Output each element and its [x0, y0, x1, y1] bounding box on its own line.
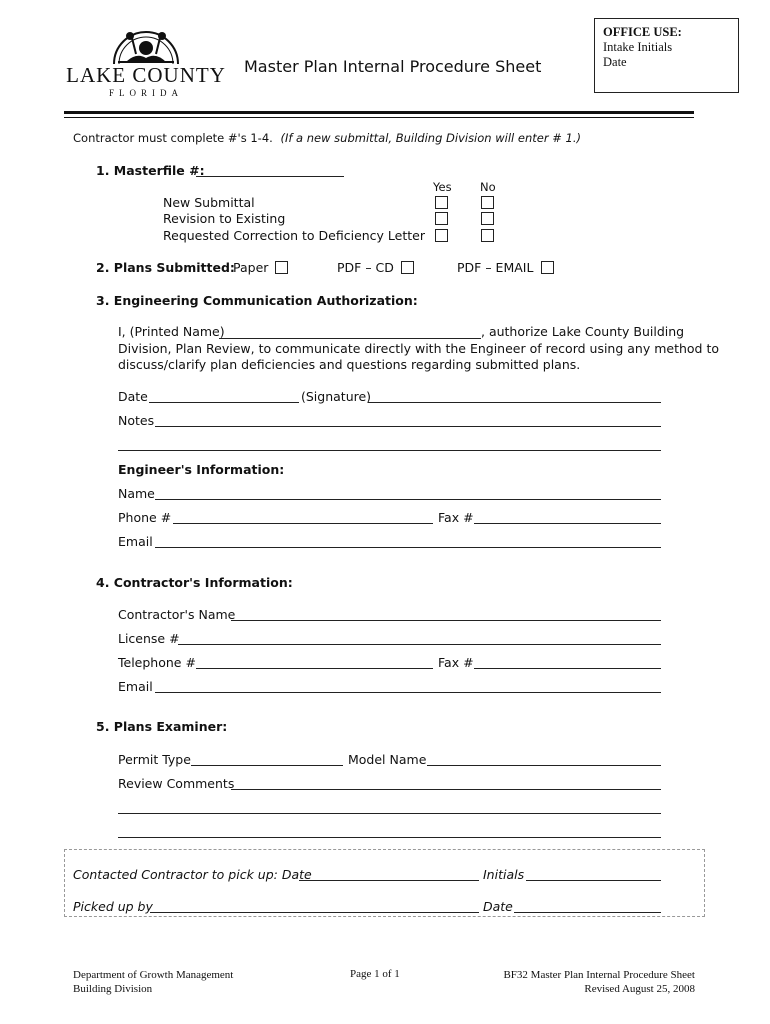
footer-form: BF32 Master Plan Internal Procedure Sheet: [503, 969, 695, 981]
masterfile-input[interactable]: [196, 176, 344, 177]
header-divider-thin: [64, 117, 694, 118]
contractor-telephone-input[interactable]: [196, 668, 433, 669]
checkbox-pdf-cd[interactable]: [401, 261, 414, 274]
pdf-email-label: PDF – EMAIL: [457, 260, 534, 275]
page-title: Master Plan Internal Procedure Sheet: [244, 57, 542, 76]
authorization-para-line2: Division, Plan Review, to communicate directly with the Engineer of record using any method to: [118, 341, 720, 356]
model-name-input[interactable]: [427, 765, 661, 766]
intro-italic: (If a new submittal, Building Division will enter # 1.): [280, 131, 581, 145]
picked-up-by-input[interactable]: [150, 912, 479, 913]
engineer-phone-label: Phone #: [118, 510, 172, 525]
contractor-email-label: Email: [118, 679, 153, 694]
date-input[interactable]: [149, 402, 299, 403]
model-name-label: Model Name: [348, 752, 427, 767]
date-label: Date: [118, 389, 148, 404]
permit-type-label: Permit Type: [118, 752, 191, 767]
notes-label: Notes: [118, 413, 155, 428]
notes-input-line2[interactable]: [118, 450, 661, 451]
office-use-box: [594, 18, 739, 93]
initials-input[interactable]: [526, 880, 661, 881]
contractor-fax-label: Fax #: [438, 655, 474, 670]
engineer-name-label: Name: [118, 486, 155, 501]
picked-up-by-label: Picked up by: [73, 899, 153, 914]
section1-label: 1. Masterfile #:: [96, 163, 205, 178]
county-seal-icon: [66, 18, 226, 68]
pickup-date-label: Date: [483, 899, 513, 914]
checkbox-revision-yes[interactable]: [435, 212, 448, 225]
logo-state-name: FLORIDA: [108, 88, 183, 98]
section4-label: 4. Contractor's Information:: [96, 575, 293, 590]
footer-right: [503, 968, 695, 996]
option-revision: Revision to Existing: [163, 211, 286, 226]
contractor-fax-input[interactable]: [474, 668, 661, 669]
engineer-fax-input[interactable]: [474, 523, 661, 524]
footer-division: Building Division: [73, 983, 153, 995]
checkbox-revision-no[interactable]: [481, 212, 494, 225]
checkbox-correction-no[interactable]: [481, 229, 494, 242]
section3-label: 3. Engineering Communication Authorization:: [96, 293, 418, 308]
footer-dept: Department of Growth Management: [73, 969, 234, 981]
checkbox-paper[interactable]: [275, 261, 288, 274]
intro-bold: Contractor must complete #'s 1-4.: [73, 131, 273, 145]
checkbox-new-yes[interactable]: [435, 196, 448, 209]
review-comments-input[interactable]: [231, 789, 661, 790]
yes-header: Yes: [433, 180, 452, 194]
intro-line: [73, 131, 581, 145]
permit-type-input[interactable]: [191, 765, 343, 766]
contacted-label: Contacted Contractor to pick up: Date: [73, 867, 312, 882]
initials-label: Initials: [483, 867, 525, 882]
option-new-submittal: New Submittal: [163, 195, 255, 210]
office-use-heading: OFFICE USE:: [603, 25, 682, 39]
engineer-name-input[interactable]: [155, 499, 661, 500]
pickup-date-input[interactable]: [514, 912, 661, 913]
authorize-text: , authorize Lake County Building: [481, 324, 685, 339]
footer-revised: Revised August 25, 2008: [584, 983, 695, 995]
checkbox-correction-yes[interactable]: [435, 229, 448, 242]
pickup-box: [64, 849, 705, 917]
review-comments-label: Review Comments: [118, 776, 235, 791]
review-comments-line2[interactable]: [118, 813, 661, 814]
county-logo: [66, 18, 226, 104]
paper-label: Paper: [233, 260, 269, 275]
engineer-fax-label: Fax #: [438, 510, 474, 525]
review-comments-line3[interactable]: [118, 837, 661, 838]
engineer-heading: Engineer's Information:: [118, 462, 285, 477]
contractor-telephone-label: Telephone #: [118, 655, 196, 670]
footer-left: [73, 968, 233, 996]
section2-label: 2. Plans Submitted:: [96, 260, 235, 275]
footer-page: Page 1 of 1: [350, 968, 400, 980]
contractor-name-input[interactable]: [231, 620, 661, 621]
contractor-email-input[interactable]: [155, 692, 661, 693]
contacted-date-input[interactable]: [299, 880, 479, 881]
checkbox-pdf-email[interactable]: [541, 261, 554, 274]
license-input[interactable]: [178, 644, 661, 645]
engineer-email-label: Email: [118, 534, 153, 549]
contractor-name-label: Contractor's Name: [118, 607, 236, 622]
printed-name-label: I, (Printed Name): [118, 324, 225, 339]
pdf-cd-label: PDF – CD: [337, 260, 394, 275]
logo-county-name: LAKE COUNTY: [66, 63, 226, 87]
license-label: License #: [118, 631, 180, 646]
option-correction: Requested Correction to Deficiency Letter: [163, 228, 425, 243]
engineer-phone-input[interactable]: [173, 523, 433, 524]
no-header: No: [480, 180, 496, 194]
signature-input[interactable]: [368, 402, 661, 403]
printed-name-input[interactable]: [219, 338, 481, 339]
header-divider-thick: [64, 111, 694, 114]
section5-label: 5. Plans Examiner:: [96, 719, 228, 734]
notes-input[interactable]: [155, 426, 661, 427]
signature-label: (Signature): [301, 389, 372, 404]
authorization-para-line3: discuss/clarify plan deficiencies and questions regarding submitted plans.: [118, 357, 581, 372]
engineer-email-input[interactable]: [155, 547, 661, 548]
office-use-date: Date: [603, 55, 627, 69]
office-use-intake: Intake Initials: [603, 40, 673, 54]
checkbox-new-no[interactable]: [481, 196, 494, 209]
